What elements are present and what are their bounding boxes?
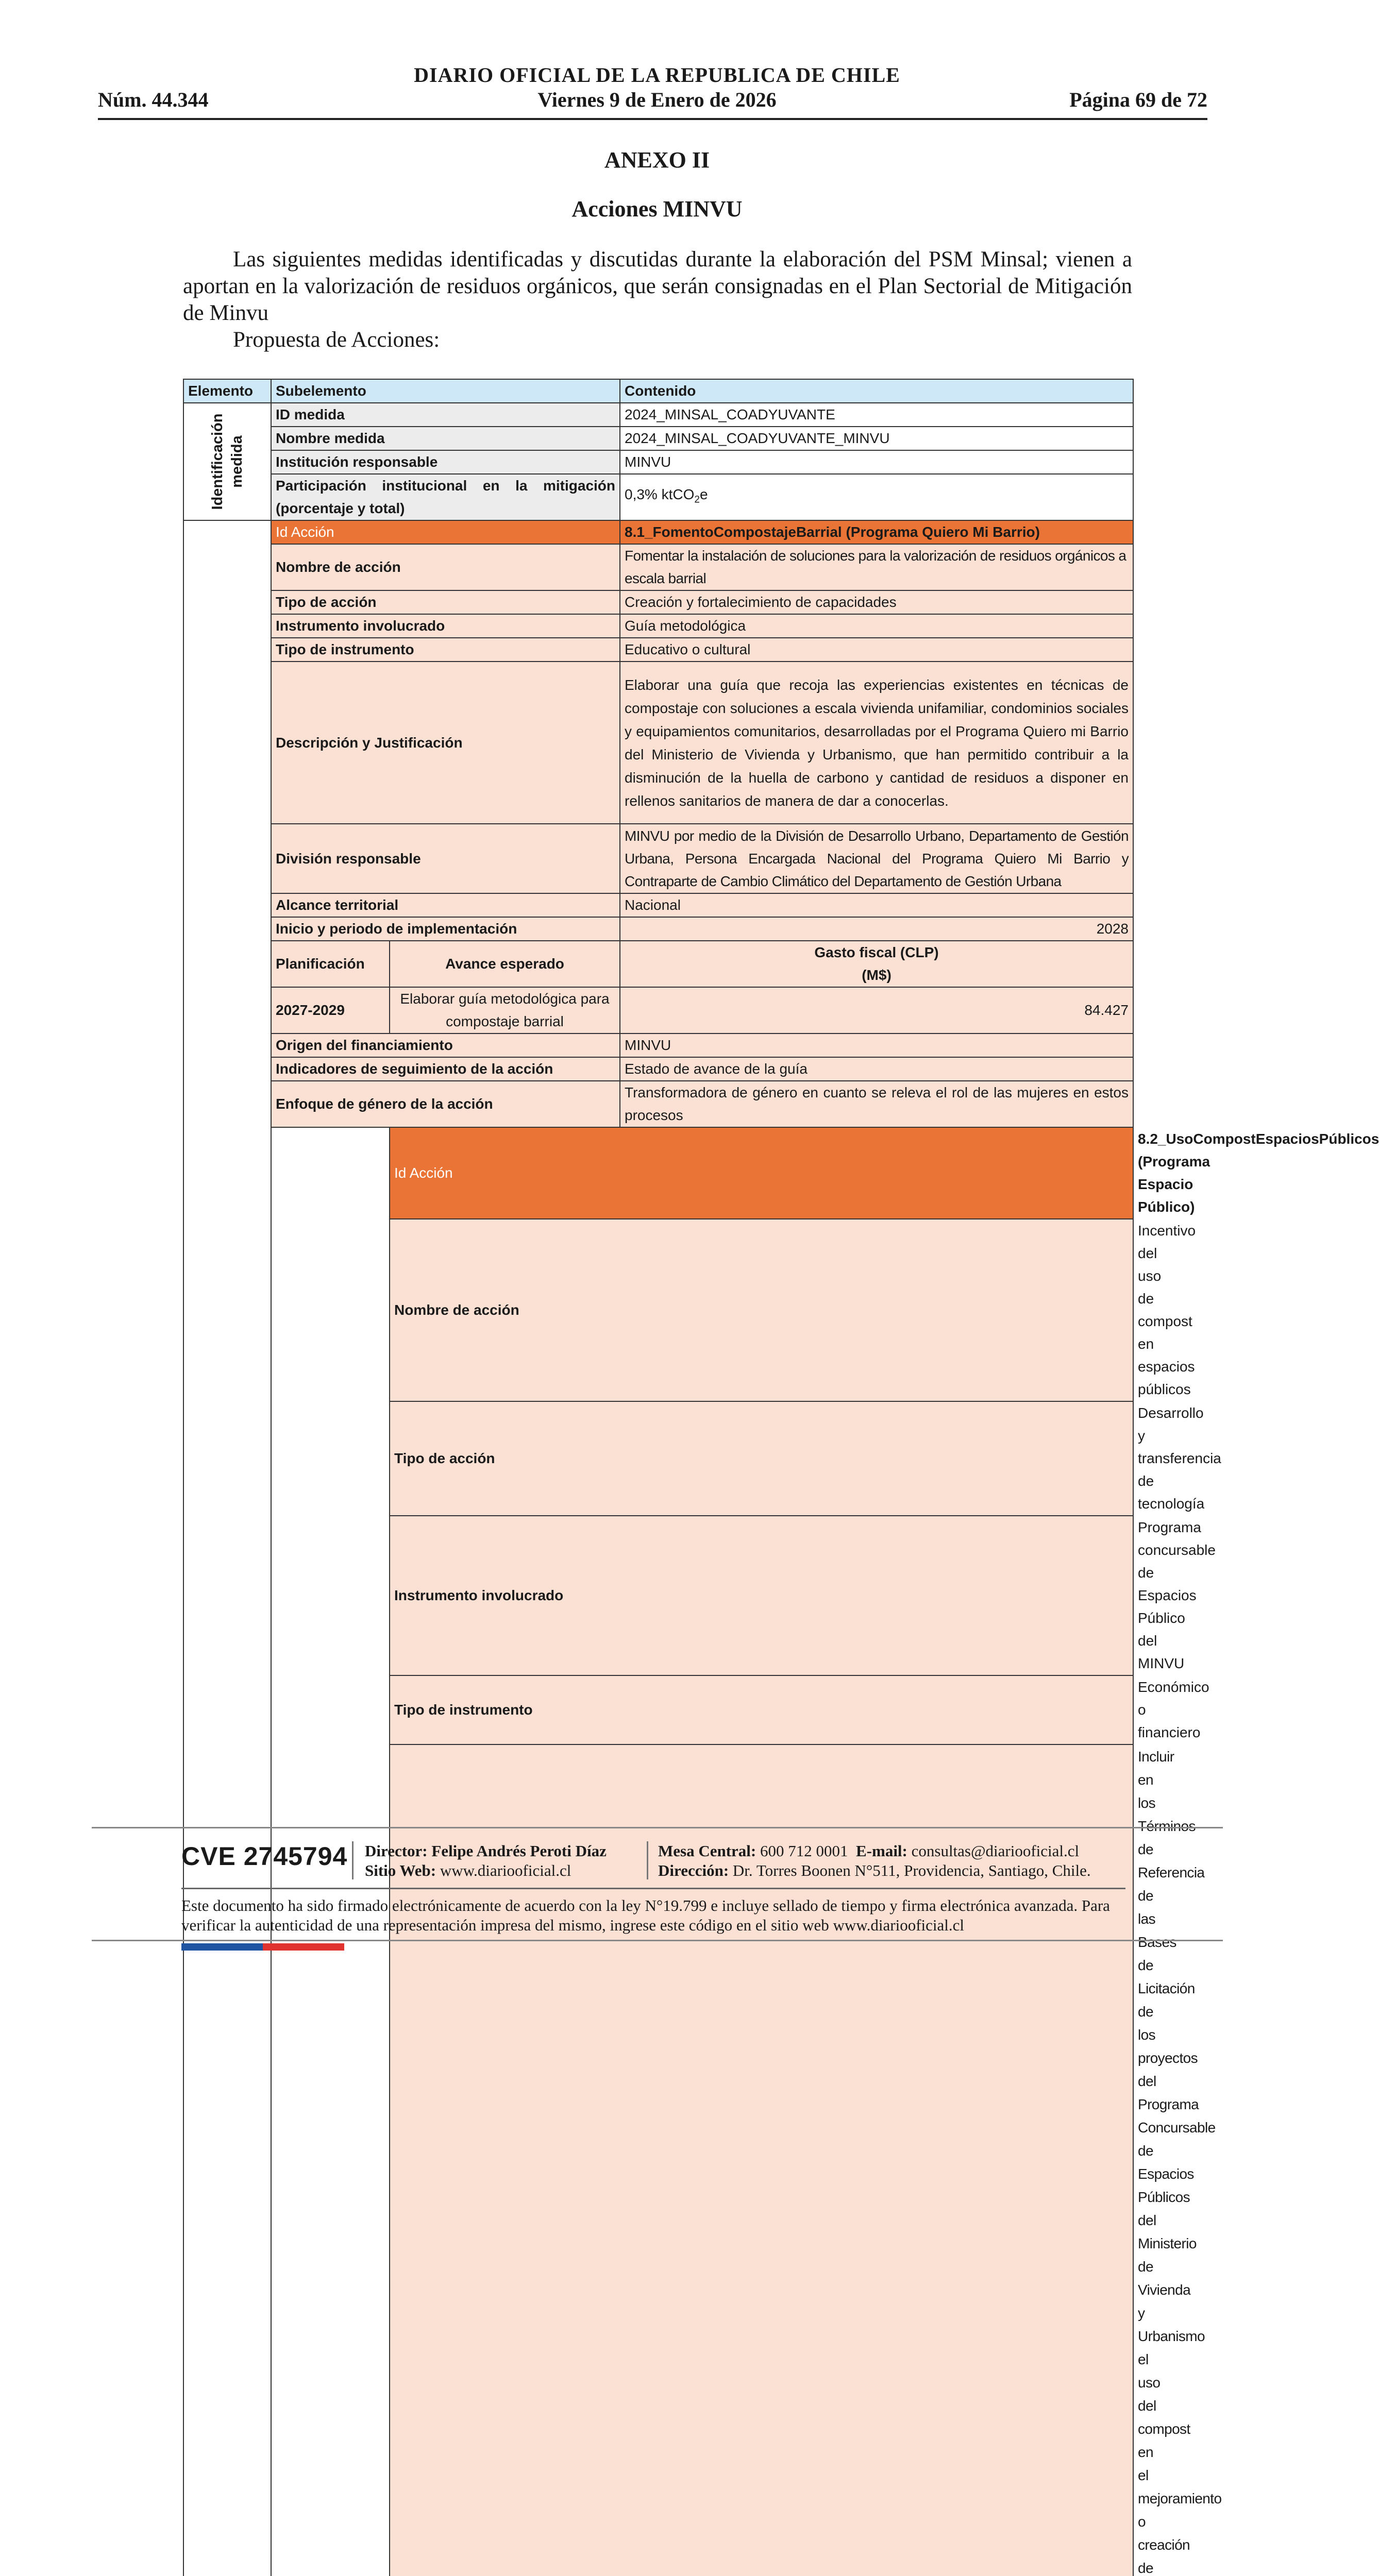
institucion-value: MINVU <box>620 450 1133 474</box>
annex-subtitle: Acciones MINVU <box>571 196 743 222</box>
a1-enfoque-label: Enfoque de género de la acción <box>271 1081 620 1127</box>
header-elemento: Elemento <box>183 379 271 403</box>
footer-rule-bottom <box>92 1940 1223 1941</box>
id-medida-value: 2024_MINSAL_COADYUVANTE <box>620 403 1133 427</box>
issue-number: Núm. 44.344 <box>98 88 209 111</box>
a1-indicadores-label: Indicadores de seguimiento de la acción <box>271 1057 620 1081</box>
issue-date: Viernes 9 de Enero de 2026 <box>537 88 777 111</box>
a1-instrumento-label: Instrumento involucrado <box>271 614 620 638</box>
director-info: Director: Felipe Andrés Peroti Díaz Sitio Web: www.diariooficial.cl <box>365 1842 607 1879</box>
a1-inicio-value: 2028 <box>620 917 1133 941</box>
a1-planif-label: Planificación <box>271 941 390 987</box>
a1-division-value: MINVU por medio de la División de Desarrollo Urbano, Departamento de Gestión Urbana, Persona Encargada Nacional del Programa Quiero Mi Barrio y Contraparte de Cambio Climático del Departamento de Gestión Urbana <box>620 824 1133 893</box>
a1-tipo-label: Tipo de acción <box>271 590 620 614</box>
a1-id-value: 8.1_FomentoCompostajeBarrial (Programa Quiero Mi Barrio) <box>620 520 1133 544</box>
a1-origen-label: Origen del financiamiento <box>271 1033 620 1057</box>
site-link[interactable]: www.diariooficial.cl <box>440 1861 571 1879</box>
id-medida-label: ID medida <box>271 403 620 427</box>
participacion-value: 0,3% ktCO$_2$e <box>620 474 1133 520</box>
a2-instrumento-label: Instrumento involucrado <box>390 1516 1133 1675</box>
a1-tipo-instr-label: Tipo de instrumento <box>271 638 620 662</box>
newspaper-title: DIARIO OFICIAL DE LA REPUBLICA DE CHILE <box>414 63 900 87</box>
flag-stripe-blue <box>181 1943 263 1951</box>
a1-id-label: Id Acción <box>271 520 620 544</box>
a1-tipo-value: Creación y fortalecimiento de capacidades <box>620 590 1133 614</box>
a1-desc-value: Elaborar una guía que recoja las experiencias existentes en técnicas de compostaje con soluciones a escala vivienda unifamiliar, condominios sociales y equipamientos comunitarios, desarrolladas por el Programa Quiero mi Barrio del Ministerio de Vivienda y Urbanismo, que han permitido contribuir a la disminución de la huella de carbono y cantidad de residuos a disponer en rellenos sanitarios de manera de dar a conocerlas. <box>620 662 1133 824</box>
header-contenido: Contenido <box>620 379 1133 403</box>
identification-cell <box>183 403 271 520</box>
a1-desc-label: Descripción y Justificación <box>271 662 620 824</box>
a1-avance-value: Elaborar guía metodológica para compostaje barrial <box>390 987 620 1033</box>
intro-text <box>183 246 1132 353</box>
a1-inicio-label: Inicio y periodo de implementación <box>271 917 620 941</box>
a1-alcance-value: Nacional <box>620 893 1133 917</box>
a1-period: 2027-2029 <box>271 987 390 1033</box>
footer-rule-top <box>92 1827 1223 1828</box>
flag-stripe-red <box>263 1943 344 1951</box>
email-link[interactable]: consultas@diariooficial.cl <box>911 1842 1080 1860</box>
contact-info: Mesa Central: 600 712 0001 E-mail: consultas@diariooficial.cl Dirección: Dr. Torres Boonen N°511, Providencia, Santiago, Chile. <box>658 1842 1091 1879</box>
a1-gasto-label: Gasto fiscal (CLP) (M$) <box>620 941 1133 987</box>
a1-origen-value: MINVU <box>620 1033 1133 1057</box>
header-subelemento: Subelemento <box>271 379 620 403</box>
nombre-medida-label: Nombre medida <box>271 427 620 450</box>
a2-tipo-instr-label: Tipo de instrumento <box>390 1675 1133 1744</box>
legal-notice: Este documento ha sido firmado electrónicamente de acuerdo con la ley N°19.799 e incluye sellado de tiempo y firma electrónica avanzada. Para verificar la autenticidad de una representación impresa del mismo, ingrese este código en el sitio web www.diariooficial.cl <box>181 1896 1110 1934</box>
a1-enfoque-value: Transformadora de género en cuanto se releva el rol de las mujeres en estos procesos <box>620 1081 1133 1127</box>
actions-table: Elemento Subelemento Contenido Identificación medida ID medida 2024_MINSAL_COADYUVANTE Nombre medida 2024_MINSAL_COADYUVANTE_MINVU Institución responsable MINVU Participación institucional en la mitigación (porcentaje y total) 0,3% ktCO$_2$e Id Acción 8.1_FomentoCompostajeBarrial (Programa Quiero Mi Barrio) Nombre de acción Fomentar la instalación de soluciones para la valorización de residuos orgánicos a escala barrial Tipo de acción Creación y fortalecimiento de capacidades Instrumento involucrado Guía metodológica Tipo de instrumento Educativo o cultural Descripción y Justificación Elaborar una guía que recoja las experiencias existentes en técnicas de compostaje con soluciones a escala vivienda unifamiliar, condominios sociales y equipamientos comunitarios, desarrolladas por el Programa Quiero mi Barrio del Ministerio de Vivienda y Urbanismo, que han permitido contribuir a la disminución de la huella de carbono y cantidad de residuos a disponer en rellenos sanitarios de manera de dar a conocerlas. División responsable MINVU por medio de la División de Desarrollo Urbano, Departamento de Gestión Urbana, Persona Encargada Nacional del Programa Quiero Mi Barrio y Contraparte de Cambio Climático del Departamento de Gestión Urbana Alcance territorial Nacional Inicio y periodo de implementación 2028 Planificación Avance esperado Gasto fiscal (CLP) (M$) 2027-2029 Elaborar guía metodológica para compostaje barrial 84.427 Origen del financiamiento MINVU Indicadores de seguimiento de la acción Estado de avance de la guía Enfoque de género de la acción Transformadora de género en cuanto se releva el rol de las mujeres en estos procesos Id Acción 8.2_UsoCompostEspaciosPúblicos (Programa Espacio Público) Nombre de acción Incentivo del uso de compost en espacios públicos Tipo de acción Desarrollo y transferencia de tecnología Instrumento involucrado Programa concursable de Espacios Público del MINVU Tipo de instrumento Económico o financiero Incluir en los Términos de Referencia de las Bases de Licitación de los proyectos del Programa Concursable de Espacios Públicos del Ministerio de Vivienda y Urbanismo el uso del compost en el mejoramiento o creación de <box>183 379 1134 2576</box>
a1-division-label: División responsable <box>271 824 620 893</box>
nombre-medida-value: 2024_MINSAL_COADYUVANTE_MINVU <box>620 427 1133 450</box>
a2-tipo-label: Tipo de acción <box>390 1401 1133 1516</box>
footer-rule-mid <box>181 1888 1125 1889</box>
institucion-label: Institución responsable <box>271 450 620 474</box>
intro-paragraph: Las siguientes medidas identificadas y discutidas durante la elaboración del PSM Minsal; vienen a aportan en la valorización de residuos orgánicos, que serán consignadas en el Plan Sectorial de Mitigación de Minvu <box>183 247 1132 325</box>
a1-gasto-value: 84.427 <box>620 987 1133 1033</box>
a2-nombre-label: Nombre de acción <box>390 1219 1133 1401</box>
action-8-1-cell <box>183 520 271 2576</box>
header-rule <box>98 118 1207 120</box>
a1-alcance-label: Alcance territorial <box>271 893 620 917</box>
a2-id-label: Id Acción <box>390 1127 1133 1219</box>
annex-title: ANEXO II <box>604 147 710 173</box>
page-number: Página 69 de 72 <box>1069 88 1207 111</box>
a1-nombre-value: Fomentar la instalación de soluciones para la valorización de residuos orgánicos a escala barrial <box>620 544 1133 590</box>
a1-avance-label: Avance esperado <box>390 941 620 987</box>
footer-separator <box>647 1841 648 1879</box>
a1-indicadores-value: Estado de avance de la guía <box>620 1057 1133 1081</box>
identification-label: Identificación medida <box>209 413 245 510</box>
footer-separator <box>352 1841 354 1879</box>
a1-instrumento-value: Guía metodológica <box>620 614 1133 638</box>
proposal-label: Propuesta de Acciones: <box>233 328 440 352</box>
cve-code: CVE 2745794 <box>181 1842 348 1871</box>
a1-nombre-label: Nombre de acción <box>271 544 620 590</box>
participacion-label: Participación institucional en la mitigación (porcentaje y total) <box>271 474 620 520</box>
a1-tipo-instr-value: Educativo o cultural <box>620 638 1133 662</box>
